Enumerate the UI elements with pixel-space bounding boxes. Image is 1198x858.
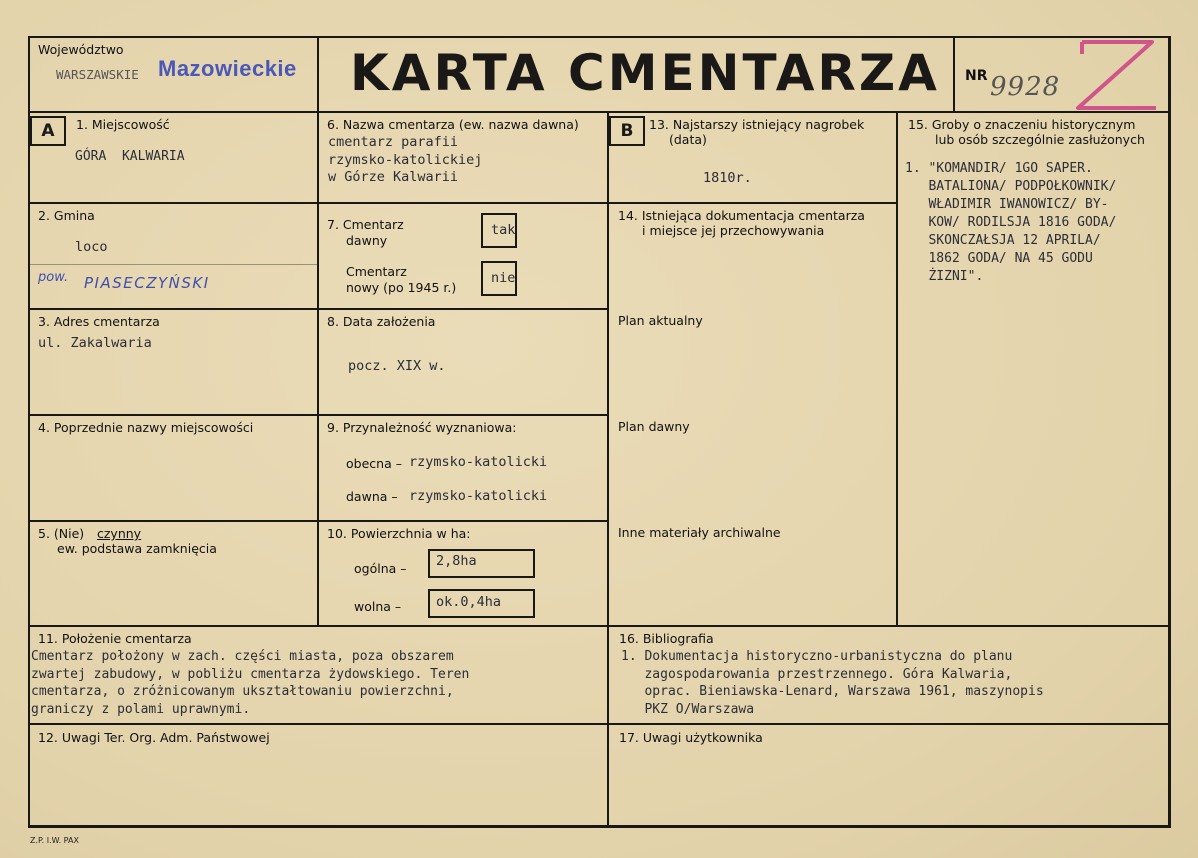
row-line	[28, 414, 319, 416]
field-3-value: ul. Zakalwaria	[38, 335, 152, 351]
wojewodztwo-typed: WARSZAWSKIE	[56, 67, 139, 82]
row-line	[317, 414, 609, 416]
field-15-value: 1. "KOMANDIR/ 1GO SAPER. BATALIONA/ PODPOŁKOWNIK/ WŁADIMIR IWANOWICZ/ BY- KOW/ RODILSJA 1816 GODA/ SKONCZAŁSJA 12 APRILA/ 1862 GODA/ NA 45 GODU ŻIZNI".	[905, 161, 1117, 284]
field-17-label: 17. Uwagi użytkownika	[619, 730, 763, 745]
field-5-label-nie: 5. (Nie)	[38, 526, 85, 541]
printer-mark: Z.P. I.W. PAX	[30, 836, 79, 845]
field-2-hand-prefix: pow.	[38, 270, 69, 285]
field-2-hand-value: PIASECZYŃSKI	[84, 274, 210, 292]
col-divider-1	[317, 36, 319, 626]
field-8-value: pocz. XIX w.	[348, 358, 446, 374]
col-divider-2	[607, 111, 609, 826]
field-5-label-czynny: czynny	[97, 526, 142, 541]
field-6-label: 6. Nazwa cmentarza (ew. nazwa dawna)	[327, 117, 579, 132]
border-bottom	[28, 825, 1171, 828]
field-13-label-a: 13. Najstarszy istniejący nagrobek	[649, 117, 865, 132]
row-line	[607, 202, 898, 204]
field-15-label-a: 15. Groby o znaczeniu historycznym	[908, 117, 1136, 132]
inne-materialy-label: Inne materiały archiwalne	[618, 525, 781, 540]
field-12-label: 12. Uwagi Ter. Org. Adm. Państwowej	[38, 730, 270, 745]
field-9-dawna-value: rzymsko-katolicki	[409, 488, 548, 504]
field-14-label-b: i miejsce jej przechowywania	[642, 223, 825, 238]
row-line	[28, 520, 319, 522]
field-7-box-value: tak	[491, 222, 516, 238]
field-8-label: 8. Data założenia	[327, 314, 436, 329]
section-b-box: B	[609, 116, 645, 146]
plan-aktualny-label: Plan aktualny	[618, 313, 703, 328]
wojewodztwo-label: Województwo	[38, 42, 124, 57]
border-left	[28, 36, 30, 826]
row-line	[317, 520, 609, 522]
field-9-dawna-label: dawna –	[346, 489, 398, 504]
nr-divider	[953, 36, 955, 113]
section-a-box: A	[30, 116, 66, 146]
field-13-value: 1810r.	[703, 170, 752, 186]
field-3-label: 3. Adres cmentarza	[38, 314, 160, 329]
col-divider-3	[896, 111, 898, 626]
field-7-label-c: Cmentarz	[346, 264, 407, 279]
field-10-ogolna-label: ogólna –	[354, 561, 407, 576]
field-10-wolna-value: ok.0,4ha	[436, 594, 502, 610]
row-line	[28, 723, 1171, 725]
field-11-value: Cmentarz położony w zach. części miasta, poza obszarem zwartej zabudowy, w pobliżu cmentarza żydowskiego. Teren cmentarza, o zróżnicowanym ukształtowaniu powierzchni, graniczy z polami uprawnymi.	[31, 649, 470, 717]
field-1-label: 1. Miejscowość	[76, 117, 170, 132]
field-9-obecna-value: rzymsko-katolicki	[409, 454, 548, 470]
wojewodztwo-stamp: Mazowieckie	[158, 56, 297, 81]
field-13-label-b: (data)	[669, 132, 707, 147]
nr-value: 9928	[990, 72, 1061, 102]
border-top	[28, 36, 1171, 38]
row-line	[28, 625, 1171, 627]
field-7-label-d: nowy (po 1945 r.)	[346, 280, 457, 295]
field-16-label: 16. Bibliografia	[619, 631, 714, 646]
field-10-label: 10. Powierzchnia w ha:	[327, 526, 471, 541]
field-9-obecna-label: obecna –	[346, 456, 402, 471]
field-14-label-a: 14. Istniejąca dokumentacja cmentarza	[618, 208, 865, 223]
field-16-value: 1. Dokumentacja historyczno-urbanistyczna do planu zagospodarowania przestrzennego. Góra Kalwaria, oprac. Bieniawska-Lenard, Warszawa 1961, maszynopis PKZ O/Warszawa	[621, 649, 1044, 717]
field-7-box2-value: nie	[491, 270, 516, 286]
row-line	[28, 202, 319, 204]
field-11-label: 11. Położenie cmentarza	[38, 631, 192, 646]
field-4-label: 4. Poprzednie nazwy miejscowości	[38, 420, 254, 435]
card-title: KARTA CMENTARZA	[350, 44, 940, 102]
field-7-label-a: 7. Cmentarz	[327, 217, 404, 232]
row-line	[317, 308, 609, 310]
nr-label: NR	[965, 68, 988, 84]
field-7-label-b: dawny	[346, 233, 388, 248]
field-10-wolna-label: wolna –	[354, 599, 402, 614]
field-5-label-2: ew. podstawa zamknięcia	[57, 541, 217, 556]
field-2-label: 2. Gmina	[38, 208, 95, 223]
header-divider	[28, 111, 1171, 113]
field-10-ogolna-value: 2,8ha	[436, 553, 477, 569]
plan-dawny-label: Plan dawny	[618, 419, 690, 434]
border-right	[1168, 36, 1171, 828]
field-1-value: GÓRA KALWARIA	[75, 149, 185, 164]
field-15-label-b: lub osób szczególnie zasłużonych	[935, 132, 1145, 147]
field-6-value: cmentarz parafii rzymsko-katolickiej w Górze Kalwarii	[328, 134, 483, 185]
z-mark	[1068, 36, 1158, 114]
row-line	[28, 308, 319, 310]
field-2-value: loco	[75, 239, 108, 255]
field-2-rule	[30, 264, 317, 265]
field-9-label: 9. Przynależność wyznaniowa:	[327, 420, 517, 435]
row-line	[317, 202, 609, 204]
